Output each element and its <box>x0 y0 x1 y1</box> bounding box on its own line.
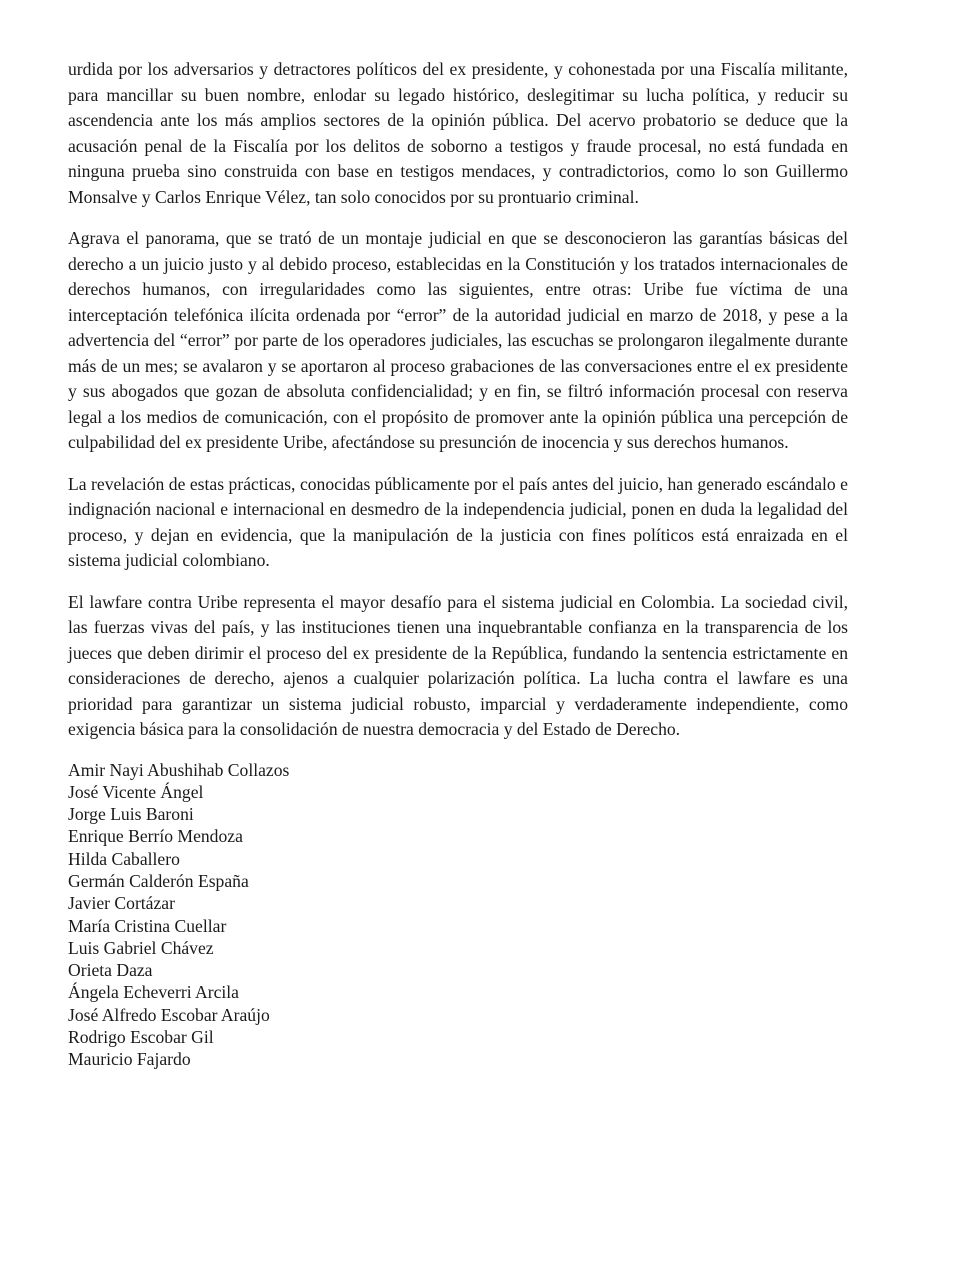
signatory-name: Luis Gabriel Chávez <box>68 937 214 958</box>
signatory-name: María Cristina Cuellar <box>68 915 227 936</box>
signatory-name: José Alfredo Escobar Araújo <box>68 1004 270 1025</box>
signatory-name: Mauricio Fajardo <box>68 1049 191 1070</box>
signatory-name: Hilda Caballero <box>68 848 180 869</box>
signatory-list <box>68 759 848 1071</box>
signatory-name: Orieta Daza <box>68 960 153 981</box>
paragraph-continuation: urdida por los adversarios y detractores políticos del ex presidente, y cohonestada por una Fiscalía militante, para mancillar su buen nombre, enlodar su legado histórico, deslegitimar su lucha política, y reducir su ascendencia ante los más amplios sectores de la opinión pública. Del acervo probatorio se deduce que la acusación penal de la Fiscalía por los delitos de soborno a testigos y fraude procesal, no está fundada en ninguna prueba sino construida con base en testigos mendaces, y contradictorios, como lo son Guillermo Monsalve y Carlos Enrique Vélez, tan solo conocidos por su prontuario criminal. <box>68 59 848 207</box>
signatory-name: Amir Nayi Abushihab Collazos <box>68 759 290 780</box>
signatory-name: Javier Cortázar <box>68 893 175 914</box>
paragraph-lawfare: El lawfare contra Uribe representa el mayor desafío para el sistema judicial en Colombia. La sociedad civil, las fuerzas vivas del país, y las instituciones tienen una inquebrantable confianza en la transparencia de los jueces que deben dirimir el proceso del ex presidente de la República, fundando la sentencia estrictamente en consideraciones de derecho, ajenos a cualquier polarización política. La lucha contra el lawfare es una prioridad para garantizar un sistema judicial robusto, imparcial y verdaderamente independiente, como exigencia básica para la consolidación de nuestra democracia y del Estado de Derecho. <box>68 591 848 739</box>
document-body <box>68 57 848 1071</box>
signatory-name: Germán Calderón España <box>68 870 249 891</box>
signatory-name: Rodrigo Escobar Gil <box>68 1027 214 1048</box>
signatory-name: José Vicente Ángel <box>68 781 204 802</box>
signatory-name: Jorge Luis Baroni <box>68 804 194 825</box>
paragraph-revelation: La revelación de estas prácticas, conocidas públicamente por el país antes del juicio, han generado escándalo e indignación nacional e internacional en desmedro de la independencia judicial, ponen en duda la legalidad del proceso, y dejan en evidencia, que la manipulación de la justicia con fines políticos está enraizada en el sistema judicial colombiano. <box>68 473 848 570</box>
signatory-name: Enrique Berrío Mendoza <box>68 826 243 847</box>
paragraph-irregularities: Agrava el panorama, que se trató de un montaje judicial en que se desconocieron las garantías básicas del derecho a un juicio justo y al debido proceso, establecidas en la Constitución y los tratados internacionales de derechos humanos, con irregularidades como las siguientes, entre otras: Uribe fue víctima de una interceptación telefónica ilícita ordenada por “error” de la autoridad judicial en marzo de 2018, y pese a la advertencia del “error” por parte de los operadores judiciales, las escuchas se prolongaron ilegalmente durante más de un mes; se avalaron y se aportaron al proceso grabaciones de las conversaciones entre el ex presidente y sus abogados que gozan de absoluta confidencialidad; y en fin, se filtró información procesal con reserva legal a los medios de comunicación, con el propósito de promover ante la opinión pública una percepción de culpabilidad del ex presidente Uribe, afectándose su presunción de inocencia y sus derechos humanos. <box>68 228 848 452</box>
signatory-name: Ángela Echeverri Arcila <box>68 982 239 1003</box>
